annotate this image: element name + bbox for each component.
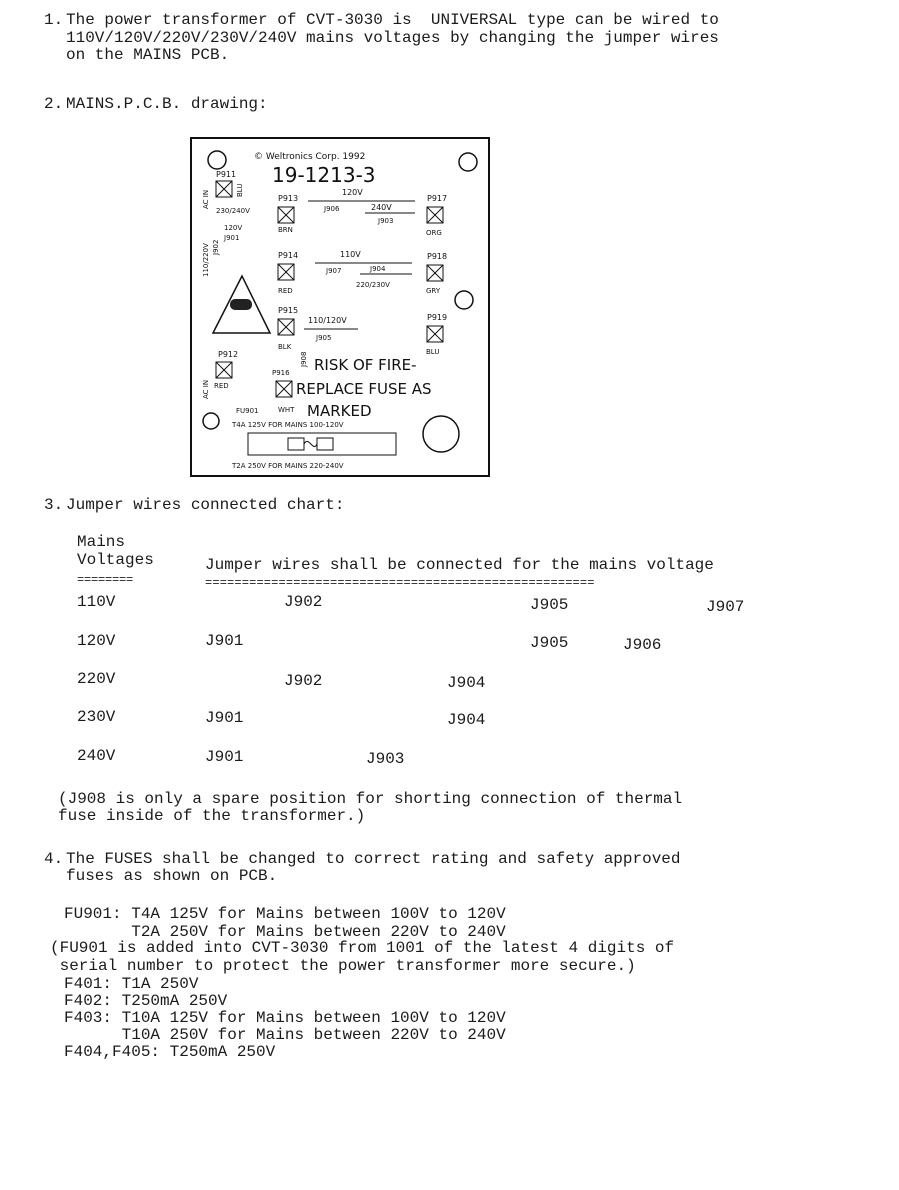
fuse-line: F404,F405: T250mA 250V	[64, 1043, 276, 1061]
svg-text:WHT: WHT	[278, 406, 295, 414]
svg-text:GRY: GRY	[426, 287, 441, 295]
svg-text:110V: 110V	[340, 250, 361, 259]
svg-text:RED: RED	[214, 382, 229, 390]
svg-text:T4A 125V FOR MAINS 100-120V: T4A 125V FOR MAINS 100-120V	[232, 421, 344, 429]
chart-cell: J904	[447, 674, 486, 692]
chart-row-voltage: 220V	[77, 670, 116, 688]
chart-col2-header: Jumper wires shall be connected for the mains voltage	[205, 556, 714, 574]
item-1-line-1: The power transformer of CVT-3030 is UNIVERSAL type can be wired to	[66, 11, 719, 29]
svg-text:J906: J906	[324, 205, 340, 213]
svg-text:120V: 120V	[342, 188, 363, 197]
pcb-part-number: 19-1213-3	[272, 163, 376, 187]
svg-text:230/240V: 230/240V	[216, 207, 250, 215]
pcb-copyright: © Weltronics Corp. 1992	[254, 152, 366, 162]
pcb-svg	[190, 137, 490, 477]
chart-cell: J902	[284, 593, 323, 611]
svg-text:120V: 120V	[224, 224, 243, 232]
svg-text:110/220V: 110/220V	[202, 243, 210, 277]
fuse-line: T2A 250V for Mains between 220V to 240V	[64, 923, 506, 941]
fuse-line: F401: T1A 250V	[64, 975, 199, 993]
item-1-number: 1.	[44, 11, 64, 29]
svg-text:ORG: ORG	[426, 229, 442, 237]
svg-text:P913: P913	[278, 194, 299, 203]
item-1-line-2: 110V/120V/220V/230V/240V mains voltages by changing the jumper wires	[66, 29, 719, 47]
svg-text:FU901: FU901	[236, 407, 259, 415]
svg-text:220/230V: 220/230V	[356, 281, 390, 289]
svg-text:P918: P918	[427, 252, 448, 261]
fuse-line: T10A 250V for Mains between 220V to 240V	[64, 1026, 506, 1044]
svg-text:P911: P911	[216, 170, 237, 179]
svg-text:J908: J908	[300, 351, 308, 367]
svg-text:J903: J903	[378, 217, 394, 225]
svg-text:J901: J901	[224, 234, 240, 242]
svg-text:RED: RED	[278, 287, 293, 295]
pcb-warning-line-1: RISK OF FIRE-	[314, 356, 417, 374]
item-3-number: 3.	[44, 496, 64, 514]
chart-cell: J901	[205, 632, 244, 650]
svg-text:BLU: BLU	[426, 348, 440, 356]
chart-cell: J903	[366, 750, 405, 768]
fuse-line: (FU901 is added into CVT-3030 from 1001 of the latest 4 digits of	[50, 939, 675, 957]
chart-row-voltage: 230V	[77, 708, 116, 726]
svg-text:BLU: BLU	[236, 183, 244, 197]
svg-text:AC IN: AC IN	[202, 379, 210, 399]
item-2-text: MAINS.P.C.B. drawing:	[66, 95, 268, 113]
pcb-warning-line-2: REPLACE FUSE AS	[296, 380, 432, 398]
svg-text:P912: P912	[218, 350, 239, 359]
svg-text:P919: P919	[427, 313, 448, 322]
svg-text:J905: J905	[316, 334, 332, 342]
svg-text:AC IN: AC IN	[202, 189, 210, 209]
item-4-line-2: fuses as shown on PCB.	[66, 867, 278, 885]
chart-cell: J907	[706, 598, 745, 616]
chart-cell: J901	[205, 748, 244, 766]
svg-text:BRN: BRN	[278, 226, 293, 234]
svg-text:J902: J902	[212, 239, 220, 255]
svg-text:110/120V: 110/120V	[308, 316, 347, 325]
mains-pcb-drawing	[190, 137, 490, 477]
item-3-text: Jumper wires connected chart:	[66, 496, 345, 514]
chart-cell: J905	[530, 596, 569, 614]
svg-text:T2A 250V FOR MAINS 220-240V: T2A 250V FOR MAINS 220-240V	[232, 462, 344, 470]
fuse-line: F403: T10A 125V for Mains between 100V to 120V	[64, 1009, 506, 1027]
svg-text:BLK: BLK	[278, 343, 292, 351]
svg-text:P916: P916	[272, 369, 290, 377]
chart-row-voltage: 240V	[77, 747, 116, 765]
item-4-number: 4.	[44, 850, 64, 868]
fuse-line: serial number to protect the power transformer more secure.)	[50, 957, 636, 975]
svg-text:J907: J907	[326, 267, 342, 275]
chart-cell: J901	[205, 709, 244, 727]
svg-text:240V: 240V	[371, 203, 392, 212]
item-1-line-3: on the MAINS PCB.	[66, 46, 230, 64]
chart-cell: J906	[623, 636, 662, 654]
svg-text:P915: P915	[278, 306, 299, 315]
pcb-warning-line-3: MARKED	[307, 402, 372, 420]
chart-col1-underline: ========	[77, 573, 134, 587]
fuse-line: F402: T250mA 250V	[64, 992, 228, 1010]
chart-cell: J905	[530, 634, 569, 652]
chart-col1-header-line-1: Mains	[77, 533, 126, 551]
chart-cell: J902	[284, 672, 323, 690]
svg-text:J904: J904	[370, 265, 386, 273]
svg-text:P914: P914	[278, 251, 299, 260]
chart-note-line-2: fuse inside of the transformer.)	[58, 807, 366, 825]
item-2-number: 2.	[44, 95, 64, 113]
svg-text:P917: P917	[427, 194, 448, 203]
chart-row-voltage: 110V	[77, 593, 116, 611]
fuse-line: FU901: T4A 125V for Mains between 100V to 120V	[64, 905, 506, 923]
chart-cell: J904	[447, 711, 486, 729]
chart-col1-header-line-2: Voltages	[77, 551, 154, 569]
chart-row-voltage: 120V	[77, 632, 116, 650]
chart-note-line-1: (J908 is only a spare position for shorting connection of thermal	[58, 790, 683, 808]
chart-col2-underline: =====================================================	[205, 576, 595, 590]
item-4-line-1: The FUSES shall be changed to correct rating and safety approved	[66, 850, 681, 868]
